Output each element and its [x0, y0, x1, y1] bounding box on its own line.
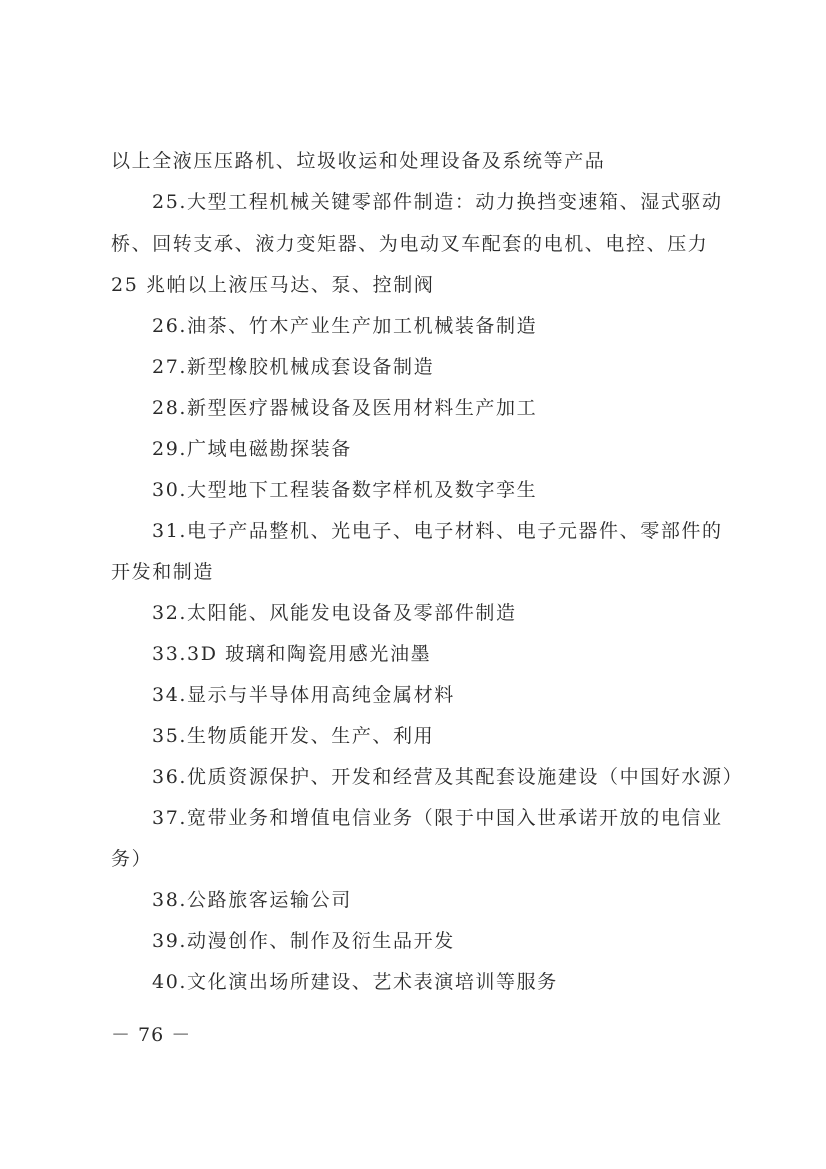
list-item-30: 30.大型地下工程装备数字样机及数字孪生 [152, 479, 538, 501]
list-item-29: 29.广域电磁勘探装备 [152, 438, 352, 460]
list-item-40: 40.文化演出场所建设、艺术表演培训等服务 [152, 971, 558, 993]
page-number: － 76 － [111, 1024, 192, 1046]
list-item-35: 35.生物质能开发、生产、利用 [152, 725, 435, 747]
text-line: 25 兆帕以上液压马达、泵、控制阀 [111, 274, 435, 296]
text-line: 桥、回转支承、液力变矩器、为电动叉车配套的电机、电控、压力 [111, 233, 709, 255]
list-item-28: 28.新型医疗器械设备及医用材料生产加工 [152, 397, 538, 419]
list-item-37: 37.宽带业务和增值电信业务（限于中国入世承诺开放的电信业 [152, 807, 723, 829]
list-item-38: 38.公路旅客运输公司 [152, 889, 352, 911]
list-item-26: 26.油茶、竹木产业生产加工机械装备制造 [152, 315, 538, 337]
list-item-36: 36.优质资源保护、开发和经营及其配套设施建设（中国好水源） [152, 766, 744, 788]
list-item-31: 31.电子产品整机、光电子、电子材料、电子元器件、零部件的 [152, 520, 723, 542]
text-line: 开发和制造 [111, 561, 215, 583]
list-item-32: 32.太阳能、风能发电设备及零部件制造 [152, 602, 517, 624]
list-item-27: 27.新型橡胶机械成套设备制造 [152, 356, 435, 378]
list-item-25: 25.大型工程机械关键零部件制造：动力换挡变速箱、湿式驱动 [152, 191, 723, 213]
text-line: 以上全液压压路机、垃圾收运和处理设备及系统等产品 [111, 150, 606, 172]
list-item-34: 34.显示与半导体用高纯金属材料 [152, 684, 455, 706]
list-item-33: 33.3D 玻璃和陶瓷用感光油墨 [152, 643, 432, 665]
text-line: 务） [111, 848, 153, 870]
list-item-39: 39.动漫创作、制作及衍生品开发 [152, 930, 455, 952]
